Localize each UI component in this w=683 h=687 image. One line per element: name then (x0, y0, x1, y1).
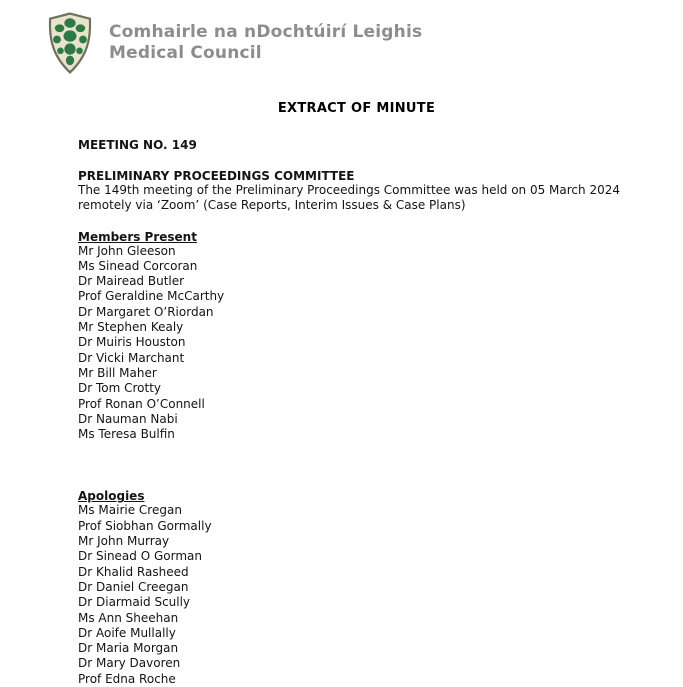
member-name: Dr Muiris Houston (78, 335, 186, 350)
apologies-heading: Apologies (78, 489, 145, 504)
member-name: Prof Geraldine McCarthy (78, 289, 225, 304)
apologies-list (78, 503, 635, 687)
org-names (109, 22, 422, 64)
apology-name: Dr Khalid Rasheed (78, 564, 189, 579)
description-line: remotely via ‘Zoom’ (Case Reports, Interim Issues & Case Plans) (78, 198, 466, 213)
member-name: Dr Mairead Butler (78, 274, 185, 289)
member-name: Dr Vicki Marchant (78, 350, 185, 365)
apology-name: Dr Daniel Creegan (78, 579, 189, 594)
apology-name: Ms Ann Sheehan (78, 610, 179, 625)
apology-name: Dr Mary Davoren (78, 656, 181, 671)
member-name: Ms Teresa Bulfin (78, 427, 175, 442)
medical-council-crest-logo (44, 10, 96, 76)
apology-name: Mr John Murray (78, 534, 170, 549)
member-name: Prof Ronan O’Connell (78, 396, 205, 411)
document-body (0, 101, 683, 687)
apology-name: Prof Siobhan Gormally (78, 518, 212, 533)
members-present-list (78, 244, 635, 443)
description-line: The 149th meeting of the Preliminary Proceedings Committee was held on 05 March 2024 (78, 183, 620, 197)
member-name: Dr Tom Crotty (78, 381, 162, 396)
member-name: Mr Bill Maher (78, 365, 157, 380)
org-name-irish: Comhairle na nDochtúirí Leighis (109, 22, 423, 42)
document-title: EXTRACT OF MINUTE (277, 101, 436, 116)
member-name: Mr John Gleeson (78, 243, 176, 258)
member-name: Dr Margaret O’Riordan (78, 304, 214, 319)
apology-name: Dr Sinead O Gorman (78, 549, 202, 564)
apology-name: Dr Maria Morgan (78, 641, 179, 656)
members-present-heading: Members Present (78, 229, 197, 244)
apology-name: Ms Mairie Cregan (78, 503, 182, 518)
apology-name: Dr Diarmaid Scully (78, 595, 191, 610)
meeting-description (78, 183, 635, 214)
apology-name: Dr Aoife Mullally (78, 625, 176, 640)
shield-icon (44, 10, 96, 76)
member-name: Mr Stephen Kealy (78, 320, 184, 335)
member-name: Ms Sinead Corcoran (78, 258, 198, 273)
member-name: Dr Nauman Nabi (78, 411, 178, 426)
header (0, 0, 683, 76)
org-name-english: Medical Council (109, 43, 262, 63)
apology-name: Prof Edna Roche (78, 671, 176, 686)
committee-heading: PRELIMINARY PROCEEDINGS COMMITTEE (78, 169, 355, 183)
meeting-number: MEETING NO. 149 (78, 138, 197, 152)
